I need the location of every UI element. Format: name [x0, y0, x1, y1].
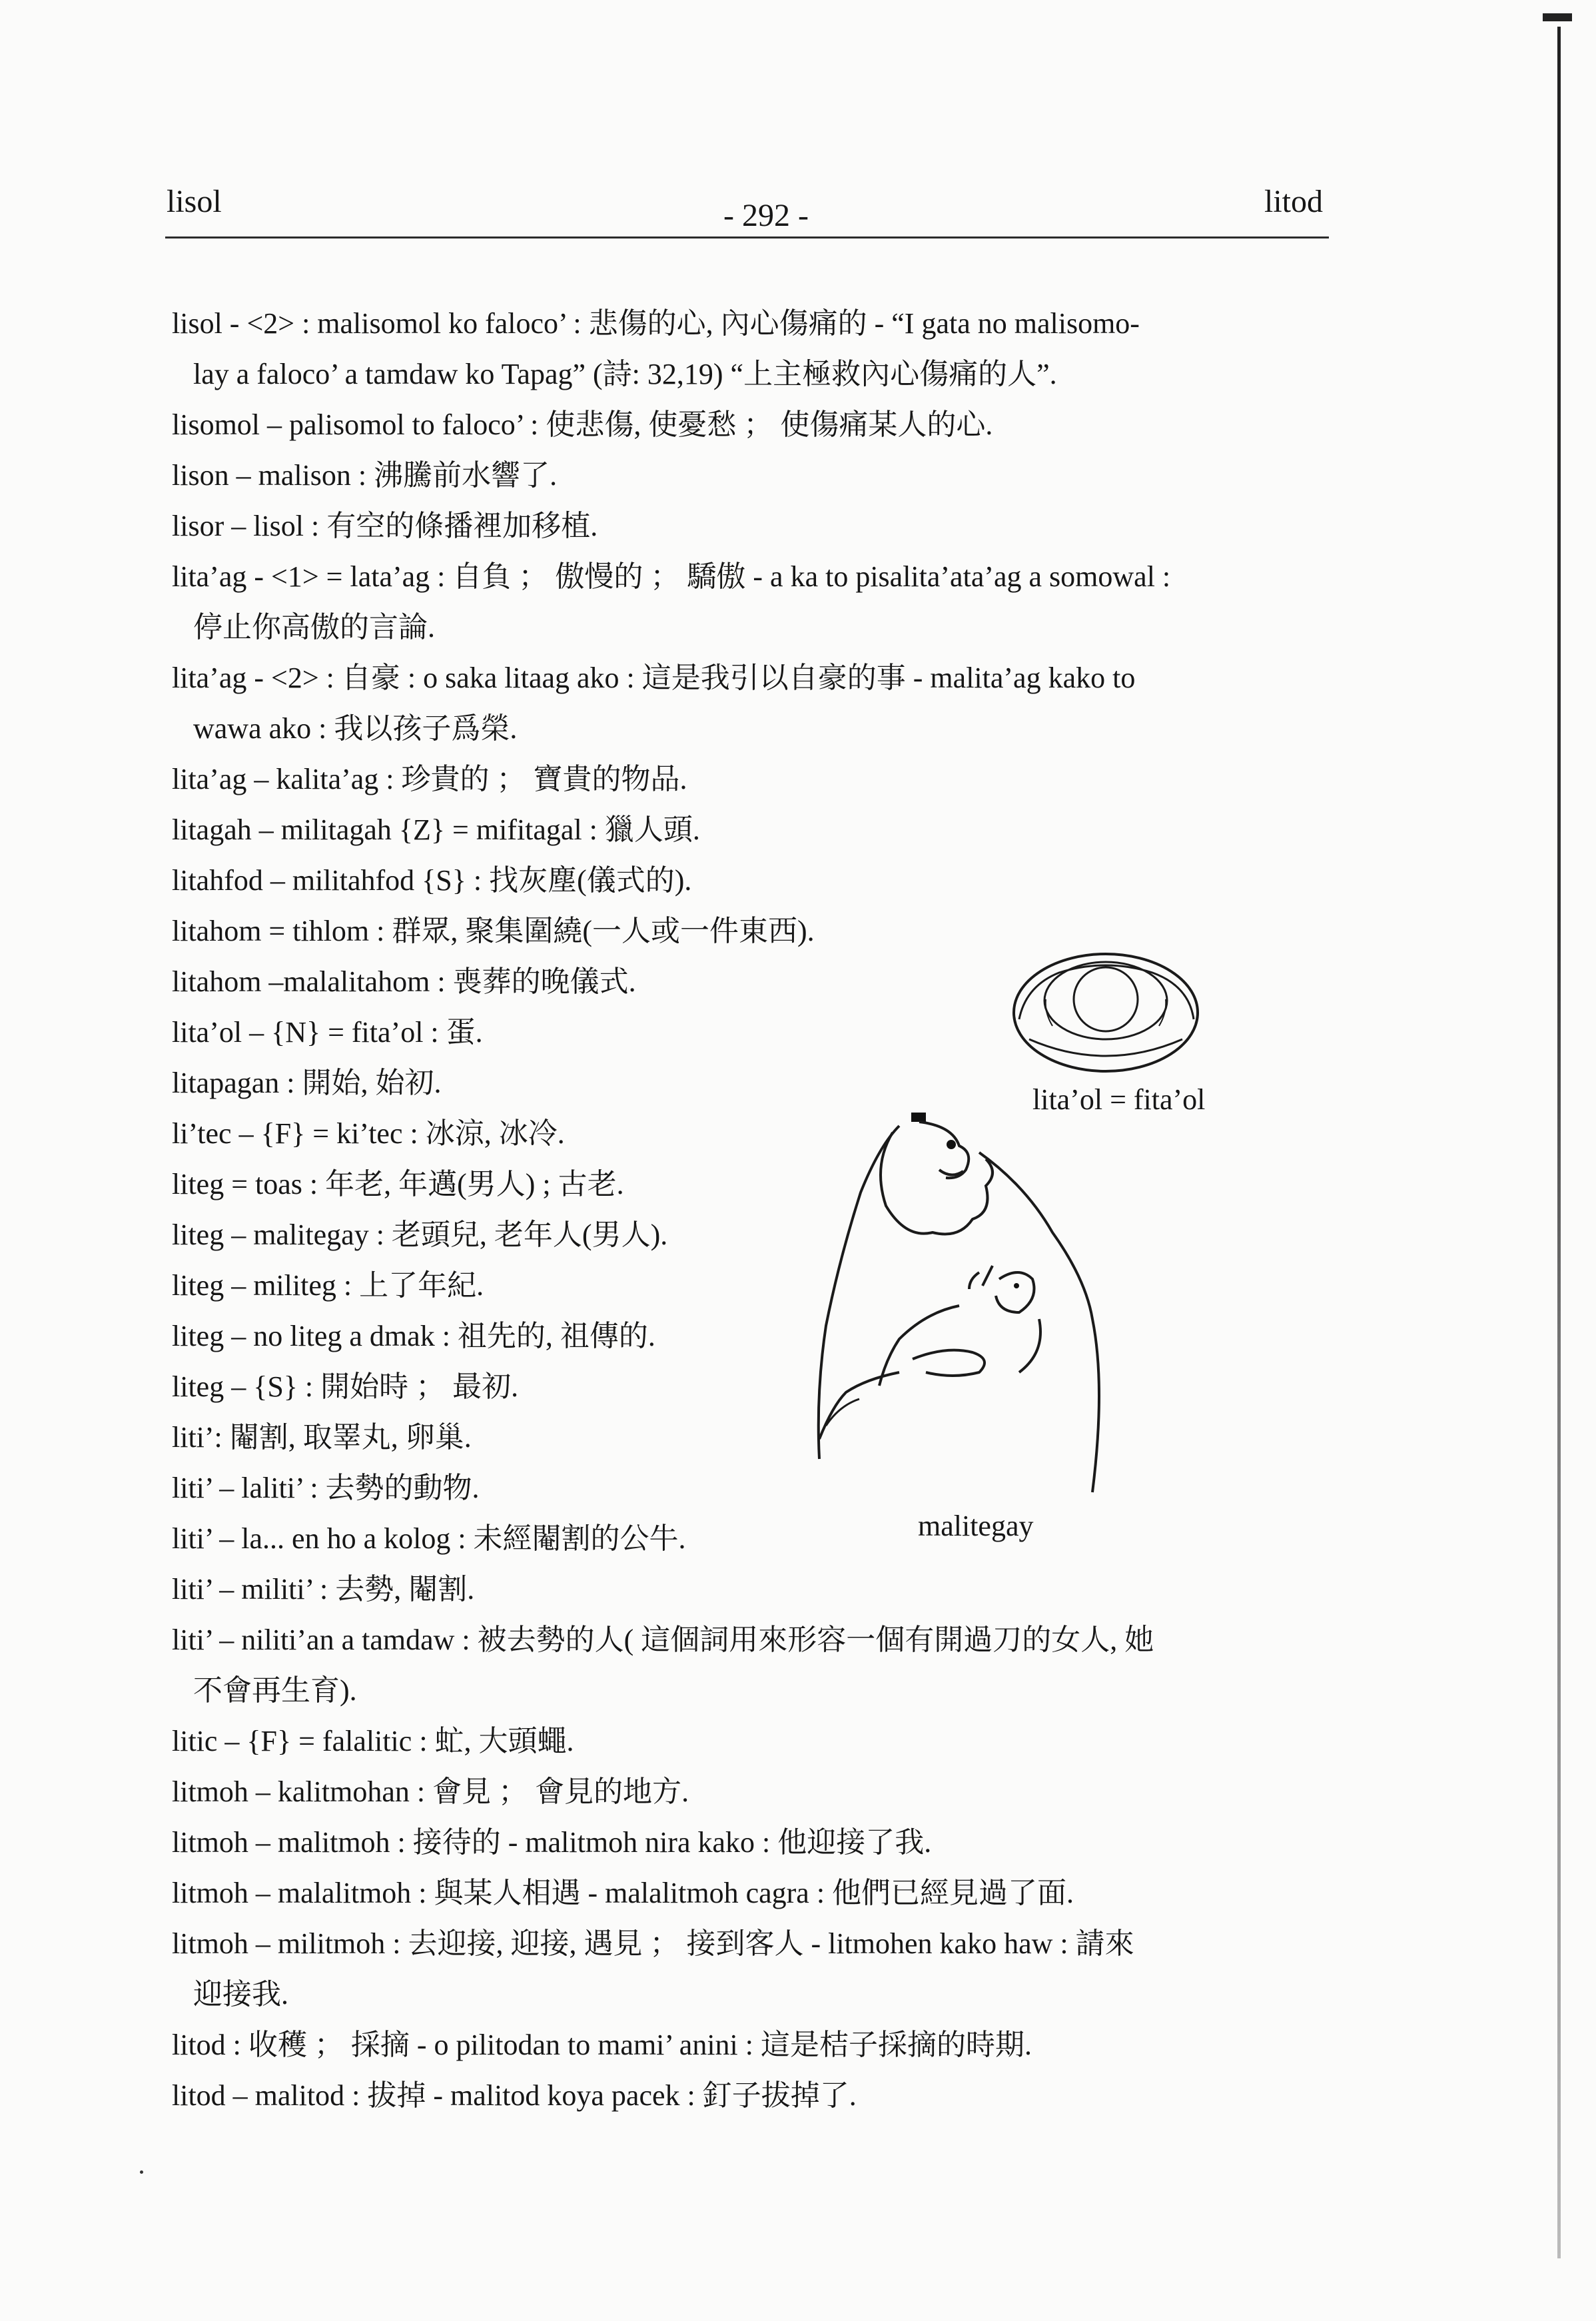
egg-illustration: [1006, 946, 1206, 1079]
stray-dot: [140, 2170, 143, 2174]
egg-caption: lita’ol = fita’ol: [1032, 1083, 1206, 1116]
entry-line: litahfod – militahfod {S} : 找灰塵(儀式的).: [172, 864, 692, 897]
header-rule: [165, 236, 1329, 238]
page-number: - 292 -: [723, 198, 809, 233]
entry-line: liti’ – la... en ho a kolog : 未經閹割的公牛.: [172, 1522, 686, 1555]
entry-line: liti’: 閹割, 取睪丸, 卵巢.: [172, 1421, 472, 1454]
entry-line: wawa ako : 我以孩子爲榮.: [193, 712, 518, 745]
entry-line: litahom –malalitahom : 喪葬的晚儀式.: [172, 965, 636, 998]
right-guide-word: litod: [1264, 184, 1323, 219]
entry-line: liteg = toas : 年老, 年邁(男人) ; 古老.: [172, 1168, 624, 1200]
entry-line: liteg – militeg : 上了年紀.: [172, 1269, 484, 1302]
entry-line: litmoh – malitmoh : 接待的 - malitmoh nira kako : 他迎接了我.: [172, 1826, 932, 1859]
entry-line: liteg – malitegay : 老頭兒, 老年人(男人).: [172, 1218, 668, 1251]
entry-line: 不會再生育).: [193, 1674, 357, 1707]
entry-line: lita’ag - <2> : 自豪 : o saka litaag ako : 這是我引以自豪的事 - malita’ag kako to: [172, 662, 1136, 694]
entry-line: litod – malitod : 拔掉 - malitod koya pacek : 釘子拔掉了.: [172, 2079, 857, 2112]
entry-line: lison – malison : 沸騰前水響了.: [172, 459, 558, 492]
entry-line: litod : 收穫 ； 採摘 - o pilitodan to mami’ anini : 這是桔子採摘的時期.: [172, 2029, 1032, 2061]
corner-mark: [1543, 13, 1572, 21]
entry-line: litapagan : 開始, 始初.: [172, 1067, 442, 1099]
entry-line: li’tec – {F} = ki’tec : 冰涼, 冰冷.: [172, 1117, 565, 1150]
entry-line: litmoh – militmoh : 去迎接, 迎接, 遇見 ； 接到客人 - litmohen kako haw : 請來: [172, 1927, 1134, 1960]
entry-line: litagah – militagah {Z} = mifitagal : 獵人頭.: [172, 813, 700, 846]
entry-line: 迎接我.: [193, 1978, 288, 2011]
left-guide-word: lisol: [167, 184, 222, 219]
entry-line: liti’ – niliti’an a tamdaw : 被去勢的人( 這個詞用來形容一個有開過刀的女人, 她: [172, 1624, 1154, 1656]
entry-line: lita’ag - <1> = lata’ag : 自負 ； 傲慢的 ； 驕傲 - a ka to pisalita’ata’ag a somowal :: [172, 560, 1171, 593]
entry-line: litic – {F} = falalitic : 虻, 大頭蠅.: [172, 1725, 574, 1757]
entry-line: lisol - <2> : malisomol ko faloco’ : 悲傷的心, 內心傷痛的 - “I gata no malisomo-: [172, 307, 1140, 340]
entry-line: litahom = tihlom : 群眾, 聚集圍繞(一人或一件東西).: [172, 915, 815, 947]
entry-line: lita’ol – {N} = fita’ol : 蛋.: [172, 1016, 483, 1049]
entry-line: 停止你高傲的言論.: [193, 611, 435, 644]
entry-line: lay a faloco’ a tamdaw ko Tapag” (詩: 32,19) “上主極救內心傷痛的人”.: [193, 358, 1057, 390]
page-edge-line: [1557, 27, 1561, 2258]
entry-line: lisomol – palisomol to faloco’ : 使悲傷, 使憂愁 ； 使傷痛某人的心.: [172, 408, 993, 441]
entry-line: liti’ – laliti’ : 去勢的動物.: [172, 1472, 480, 1504]
entry-line: lisor – lisol : 有空的條播裡加移植.: [172, 510, 598, 542]
entry-line: litmoh – malalitmoh : 與某人相遇 - malalitmoh cagra : 他們已經見過了面.: [172, 1877, 1074, 1909]
entry-line: lita’ag – kalita’ag : 珍貴的 ； 寶貴的物品.: [172, 763, 687, 795]
entry-line: litmoh – kalitmohan : 會見 ； 會見的地方.: [172, 1775, 689, 1808]
entry-line: liteg – no liteg a dmak : 祖先的, 祖傳的.: [172, 1320, 655, 1352]
entry-line: liteg – {S} : 開始時 ； 最初.: [172, 1370, 519, 1403]
old-man-caption: malitegay: [918, 1510, 1034, 1542]
entry-line: liti’ – militi’ : 去勢, 閹割.: [172, 1573, 475, 1606]
old-man-illustration: [799, 1106, 1159, 1499]
